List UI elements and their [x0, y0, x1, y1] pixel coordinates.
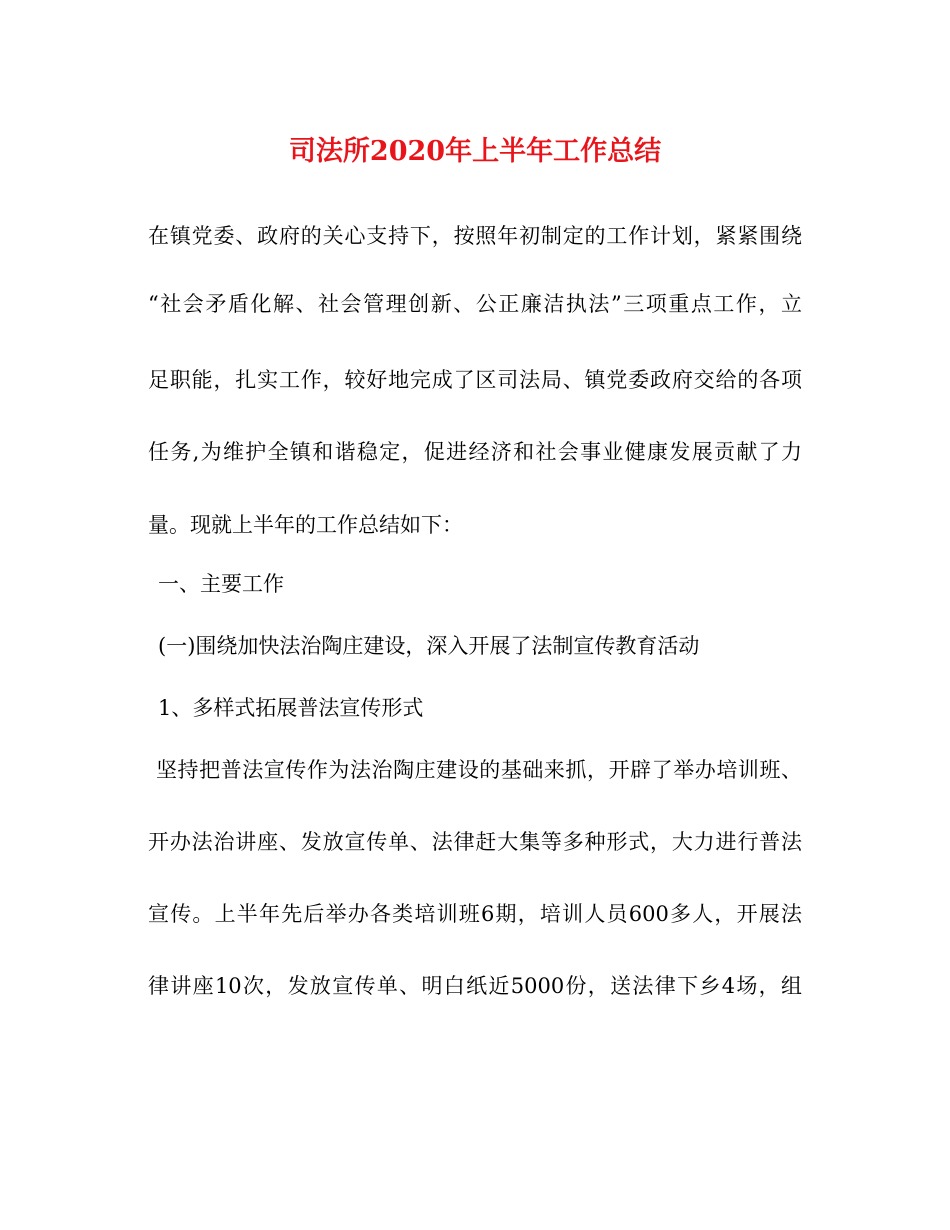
- paragraph-line: “社会矛盾化解、社会管理创新、公正廉洁执法”三项重点工作，立: [148, 292, 802, 316]
- document-title: 司法所2020年上半年工作总结: [288, 136, 662, 167]
- section-heading: 一、主要工作: [158, 572, 284, 596]
- item-heading: 1、多样式拓展普法宣传形式: [158, 696, 424, 720]
- paragraph-line: 在镇党委、政府的关心支持下，按照年初制定的工作计划，紧紧围绕: [148, 224, 802, 248]
- paragraph-line: 律讲座10次，发放宣传单、明白纸近5000份，送法律下乡4场，组: [148, 974, 802, 998]
- paragraph-line: 开办法治讲座、发放宣传单、法律赶大集等多种形式，大力进行普法: [148, 830, 802, 854]
- paragraph-line: 足职能，扎实工作，较好地完成了区司法局、镇党委政府交给的各项: [148, 368, 802, 392]
- paragraph-line: 坚持把普法宣传作为法治陶庄建设的基础来抓，开辟了举办培训班、: [156, 758, 802, 782]
- paragraph-line: 宣传。上半年先后举办各类培训班6期，培训人员600多人，开展法: [148, 902, 802, 926]
- paragraph-line: 任务,为维护全镇和谐稳定，促进经济和社会事业健康发展贡献了力: [148, 440, 802, 464]
- subsection-heading: (一)围绕加快法治陶庄建设，深入开展了法制宣传教育活动: [158, 634, 700, 658]
- paragraph-line: 量。现就上半年的工作总结如下：: [148, 513, 463, 537]
